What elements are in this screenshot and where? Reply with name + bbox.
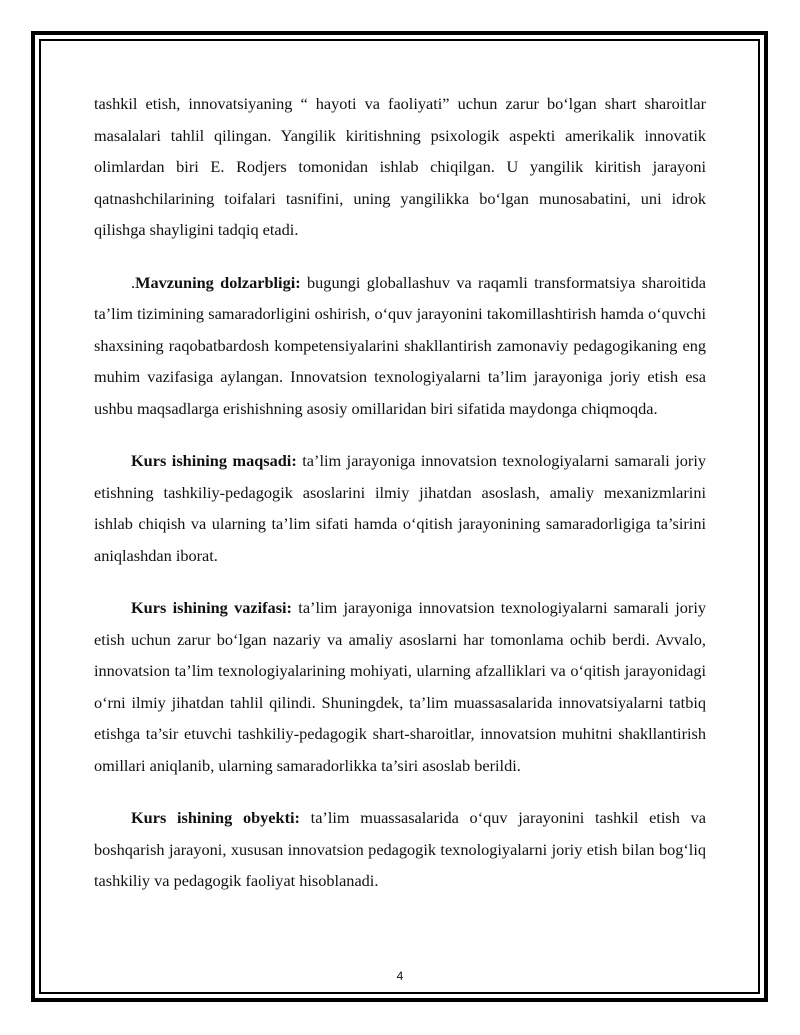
document-body [94, 88, 706, 918]
paragraph-object [94, 802, 706, 897]
paragraph-intro-continuation: tashkil etish, innovatsiyaning “ hayoti va faoliyati” uchun zarur bo‘lgan shart sharoitlar masalalari tahlil qilingan. Yangilik kiritishning psixologik aspekti amerikalik innovatik olimlardan biri E. Rodjers tomonidan ishlab chiqilgan. U yangilik kiritish jarayoni qatnashchilarining toifalari tasnifini, uning yangilikka bo‘lgan munosabatini, uni idrok qilishga shayligini tadqiq etadi. [94, 94, 706, 239]
goal-text: ta’lim jarayoniga innovatsion texnologiyalarni samarali joriy etishning tashkiliy-pedagogik asoslarini ilmiy jihatdan asoslash, amaliy mexanizmlarini ishlab chiqish va ularning ta’lim sifati hamda o‘qitish jarayonining samaradorligiga ta’sirini aniqlashdan iborat. [94, 451, 707, 565]
heading-tasks: Kurs ishining vazifasi: [131, 598, 292, 617]
heading-object: Kurs ishining obyekti: [131, 808, 300, 827]
object-text: ta’lim muassasalarida o‘quv jarayonini tashkil etish va boshqarish jarayoni, xususan innovatsion pedagogik texnologiyalarni joriy etish bilan bog‘liq tashkiliy va pedagogik faoliyat hisoblanadi. [94, 808, 706, 890]
relevance-text: bugungi globallashuv va raqamli transformatsiya sharoitida ta’lim tizimining samaradorligini oshirish, o‘quv jarayonini takomillashtirish hamda o‘quvchi shaxsining raqobatbardosh kompetensiyalarini shakllantirish zamonaviy pedagogikaning eng muhim vazifasiga aylangan. Innovatsion texnologiyalarni ta’lim jarayoniga joriy etish esa ushbu maqsadlarga erishishning asosiy omillaridan biri sifatida maydonga chiqmoqda. [94, 272, 706, 418]
paragraph-goal [94, 445, 706, 571]
paragraph-relevance [94, 267, 706, 425]
paragraph-tasks [94, 592, 706, 781]
tasks-text: ta’lim jarayoniga innovatsion texnologiyalarni samarali joriy etish uchun zarur bo‘lgan nazariy va amaliy asoslarni har tomonlama ochib berdi. Avvalo, innovatsion ta’lim texnologiyalarining mohiyati, ularning afzalliklari va o‘qitish jarayonidagi o‘rni ilmiy jihatdan tahlil qilindi. Shuningdek, ta’lim muassasalarida innovatsiyalarni tatbiq etishga ta’sir etuvchi tashkiliy-pedagogik shart-sharoitlar, innovatsion muhitni shakllantirish omillari aniqlanib, ularning samaradorlikka ta’siri asoslab berildi. [94, 598, 706, 775]
page-number: 4 [396, 969, 404, 983]
heading-goal: Kurs ishining maqsadi: [131, 451, 297, 470]
heading-relevance: Mavzuning dolzarbligi: [135, 272, 301, 292]
leading-dot: . [131, 272, 136, 292]
